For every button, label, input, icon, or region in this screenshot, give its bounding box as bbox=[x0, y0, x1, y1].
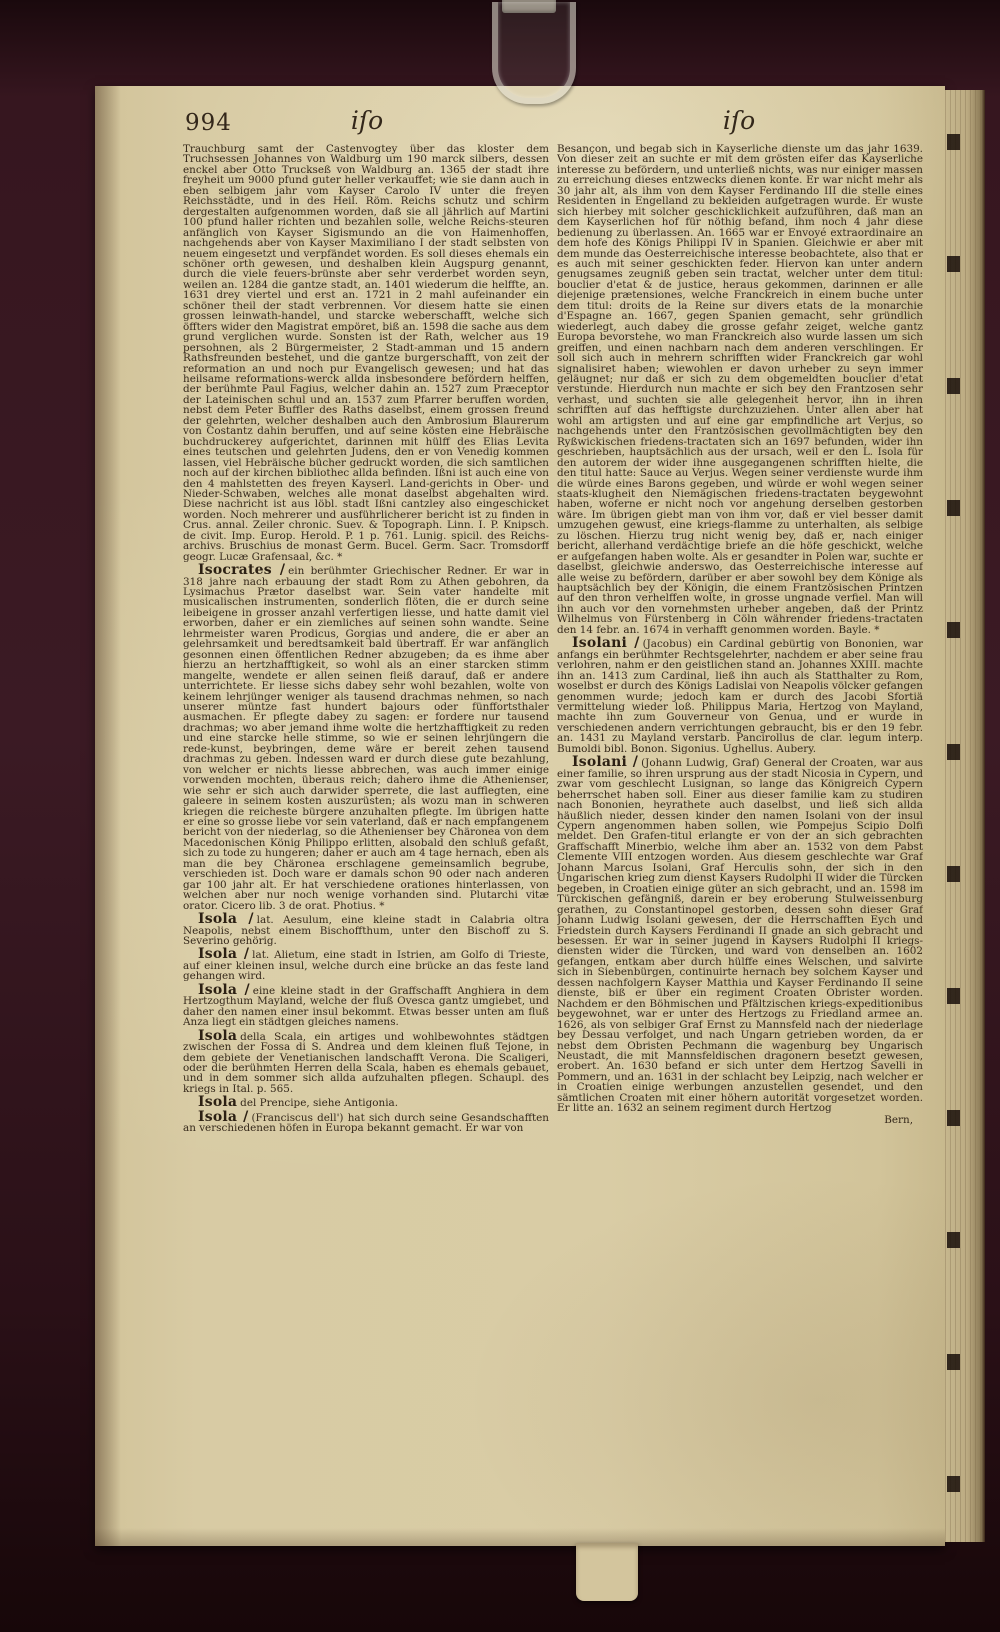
paragraph-text: ein berühmter Griechischer Redner. Er war in 318 jahre nach erbauung der stadt Rom zu Athen gebohren, da Lysimachus Prætor daselbst war. Sein vater handelte mit musicalischen instrumenten, sonderlich flöten, die er durch seine leibeigene in grosser anzahl verfertigen liesse, und hatte damit viel erworben, daher er ein ziemliches auf seinen sohn wandte. Seine lehrmeister waren Prodicus, Gorgias und andere, die er aber an gelehrsamkeit und beredtsamkeit bald übertraff. Er war anfänglich gesonnen einen öffentlichen Redner abzugeben; da es ihme aber hierzu an hertzhafftigkeit, so wohl als an einer starcken stimm mangelte, wendete er allen seinen fleiß darauf, daß er andere unterrichtete. Er liesse sichs dabey sehr wohl bezahlen, wolte von keinem lehrjünger weniger als tausend drachmas nehmen, so nach unserer müntze fast hundert bajours oder fünffortsthaler ausmachen. Er pflegte dabey zu sagen: er fordere nur tausend drachmas; wo aber jemand ihme wolte die hertzhafftigkeit zu reden und eine starcke helle stimme, so wie er seinen lehrjüngern die rede-kunst, beybringen, deme wäre er bereit zehen tausend drachmas zu geben. Indessen ward er durch diese gute bezahlung, von welcher er nichts liesse abbrechen, was auch immer einige vorwenden mochten, überaus reich; dahero ihme die Athenienser, wie sehr er sich auch darwider sperrete, die last aufflegten, eine galeere in seinem kosten auszurüsten; als wozu man in schweren kriegen die reicheste bürgere anzuhalten pflegte. Im übrigen hatte er eine so grosse liebe vor sein vaterland, daß er nach empfangenem bericht von der niederlag, so die Athenienser bey Chäronea von dem Macedonischen König Philippo erlitten, alsobald den schluß gefaßt, sich zu tode zu hungeren; daher er auch am 4 tage hernach, eben als man die bey Chäronea erschlagene gemeinsamlich begrube, verschieden ist. Doch ware er damals schon 90 oder nach anderen gar 100 jahr alt. Er hat verschiedene orationes hinterlassen, von welchen aber nur noch wenige vorhanden sind. Plutarchi vitæ orator. Cicero lib. 3 de orat. Photius. * bbox=[183, 565, 549, 912]
gutter-shadow bbox=[95, 86, 121, 1546]
paragraph-text: (Johann Ludwig, Graf) General der Croaten, war aus einer familie, so ihren ursprung aus der stadt Nicosia in Cypern, und zwar vom geschlecht Lusignan, so lange das Königreich Cypern beherrschet haben soll. Einer aus dieser familie kam zu studiren nach Bononien, heyrathete auch daselbst, und ließ sich allda häußlich nieder, dessen kinder den namen Isolani von der insul Cypern angenommen haben sollen, wie Pompejus Scipio Dolfi meldet. Den Grafen-titul erlangte er von der an sich gebrachten Graffschafft Minerbio, welche ihm aber an. 1532 von dem Pabst Clemente VIII entzogen worden. Aus diesem geschlechte war Graf Johann Marcus Isolani, Graf Herculis sohn, der sich in den Ungarischen krieg zum dienst Kaysers Rudolphi II wider die Türcken begeben, in Croatien einige güter an sich gebracht, und an. 1598 im Türckischen gefängniß, darein er bey eroberung Stulweissenburg gerathen, zu Constantinopel gestorben, dessen sohn dieser Graf Johann Ludwig Isolani gewesen, der die Herrschafften Eych und Friedstein durch Kaysers Ferdinandi II gnade an sich gebracht und besessen. Er war in seiner jugend in Kaysers Rudolphi II kriegs-diensten wider die Türcken, und ward von denselben an. 1602 gefangen, entkam aber durch hülffe eines Welschen, und salvirte sich in Siebenbürgen, continuirte hernach bey solchem Kayser und dessen nachfolgern Kayser Matthia und Kayser Ferdinando II seine dienste, biß er über ein regiment Croaten Obrister worden. Nachdem er den Böhmischen und Pfältzischen kriegs-expeditionibus beygewohnet, war er unter des Hertzogs zu Friedland armee an. 1626, als von selbiger Graf Ernst zu Mannsfeld nach der niederlage bey Dessau verfolget, und nach Ungarn getrieben worden, da er nebst dem Obristen Pechmann die wagenburg bey Ungarisch Neustadt, die mit Mannsfeldischen dragonern besetzt gewesen, erobert. An. 1630 befand er sich unter dem Hertzog Savelli in Pommern, und an. 1631 in der schlacht bey Leipzig, nach welcher er in Croatien einige werbungen anzustellen gesendet, und den sämtlichen Croaten mit einer höhern autorität vorgesetzet worden. Er litte an. 1632 an seinem regiment durch Hertzog bbox=[557, 757, 923, 1115]
entry-isola-del-prencipe bbox=[183, 1094, 549, 1111]
paragraph-text: eine kleine stadt in der Graffschafft Anghiera in dem Hertzogthum Mayland, welche der fluß Ovesca gantz umgiebet, und daher den namen einer insul bekommt. Etwas besser unten am fluß Anza liegt ein städtgen gleiches namens. bbox=[183, 984, 549, 1029]
page-number: 994 bbox=[185, 110, 232, 136]
entry-isola-della-scala bbox=[183, 1027, 549, 1095]
text-column-right bbox=[557, 144, 923, 1492]
catchword: Bern, bbox=[884, 1113, 913, 1126]
entry-headword: Isola / bbox=[198, 911, 254, 928]
entry-headword: Isolani / bbox=[572, 635, 640, 652]
paragraph-text: del Prencipe, siehe Antigonia. bbox=[240, 1097, 399, 1110]
entry-isola-anghiera bbox=[183, 981, 549, 1029]
page-holder-clip bbox=[492, 2, 576, 104]
paragraph-text: lat. Aesulum, eine kleine stadt in Calabria oltra Neapolis, nebst einem Bischoffthum, unter den Bischoff zu S. Severino gehörig. bbox=[183, 914, 549, 947]
entry-isola-alietum bbox=[183, 946, 549, 983]
entry-isolani-johann-ludwig bbox=[557, 754, 923, 1115]
entry-isocrates bbox=[183, 562, 549, 912]
running-head-right: iſo bbox=[722, 106, 756, 135]
paragraph-text: (Jacobus) ein Cardinal gebürtig von Bononien, war anfangs ein berühmter Rechtsgelehrter, nachdem er aber seine frau verlohren, nahm er den geistlichen stand an. Johannes XXIII. machte ihn an. 1413 zum Cardinal, ließ ihn auch als Statthalter zu Rom, woselbst er durch des Königs Ladislai von Neapolis völcker gefangen genommen wurde; jedoch kam er durch des Jacobi Sfortiä vermittelung wieder loß. Philippus Maria, Hertzog von Mayland, machte ihn zum Gouverneur von Genua, und er wurde in verschiedenen andern verrichtungen gebraucht, bis er den 19 febr. an. 1431 zu Mayland verstarb. Pancirollus de clar. legum interp. Bumoldi bibl. Bonon. Sigonius. Ughellus. Aubery. bbox=[557, 638, 923, 755]
paragraph-text: della Scala, ein artiges und wohlbewohntes städtgen zwischen der Fossa di S. Andrea und dem kleinen fluß Tejone, in dem gebiete der Venetianischen landschafft Verona. Die Scaligeri, oder die berühmten Herren della Scala, haben es ehemals gebauet, und in dem sommer sich allda aufzuhalten pflegen. Schaupl. des kriegs in Ital. p. 565. bbox=[183, 1030, 549, 1095]
running-head-left: iſo bbox=[350, 106, 384, 135]
fore-edge-marks bbox=[947, 90, 960, 1542]
entry-headword: Isola / bbox=[198, 946, 250, 963]
text-column-left bbox=[183, 144, 549, 1492]
entry-headword: Isolani / bbox=[572, 754, 639, 771]
entry-headword: Isola / bbox=[198, 981, 250, 998]
entry-isola-franciscus-continuation bbox=[557, 144, 923, 635]
paragraph-text: (Franciscus dell') hat sich durch seine Gesandschafften an verschiedenen höfen in Europa bekannt gemacht. Er war von bbox=[183, 1111, 549, 1135]
book-fore-edge bbox=[945, 90, 985, 1542]
entry-headword: Isocrates / bbox=[198, 562, 286, 579]
entry-isolani-jacobus bbox=[557, 635, 923, 755]
entry-isny-continuation bbox=[183, 144, 549, 562]
entry-isola-aesulum bbox=[183, 911, 549, 947]
entry-headword: Isola bbox=[198, 1094, 238, 1111]
text-area bbox=[183, 144, 923, 1492]
paragraph-text: lat. Alietum, eine stadt in Istrien, am Golfo di Trieste, auf einer kleinen insul, welche durch eine brücke an das feste land gehangen wird. bbox=[183, 949, 549, 983]
entry-headword: Isola / bbox=[198, 1108, 249, 1125]
entry-isola-franciscus bbox=[183, 1108, 549, 1135]
entry-headword: Isola bbox=[198, 1027, 238, 1044]
paragraph-text: Besançon, und begab sich in Kayserliche dienste um das jahr 1639. Von dieser zeit an suchte er mit dem grösten eifer das Kayserliche interesse zu befördern, und unterließ nichts, was nur einiger massen zu erreichung dieses entzwecks dienen konte. Er war nicht mehr als 30 jahr alt, als ihm von dem Kayser Ferdinando III die stelle eines Residenten in Engelland zu bekleiden aufgetragen wurde. Er wuste sich hierbey mit solcher geschicklichkeit aufzuführen, daß man an dem Kayserlichen hof für nöthig befand, ihm noch 4 jahr diese bedienung zu überlassen. An. 1665 war er Envoyé extraordinaire an dem hofe des Königs Philippi IV in Spanien. Gleichwie er aber mit dem munde das Oesterreichische interesse beobachtete, also that er es auch mit seiner geschickten feder. Hiervon kan unter andern genugsames zeugniß geben sein tractat, welcher unter dem titul: bouclier d'etat & de justice, heraus gekommen, darinnen er alle diejenige prætensiones, welche Franckreich in einem buche unter dem titul: droits de la Reine sur divers etats de la monarchie d'Espagne an. 1667, gegen Spanien gemacht, sehr gründlich wiederlegt, auch dabey die grosse gefahr zeiget, welche gantz Europa bevorstehe, wo man Franckreich also wurde lassen um sich greiffen, und einen nachbarn nach dem anderen verschlingen. Er soll sich auch in mehrern schrifften wider Franckreich gar wohl signalisiret haben; wiewohlen er davon urheber zu seyn immer geläugnet; nur daß er sich zu dem obgemeldten bouclier d'etat verstunde. Hierdurch nun machte er sich bey den Frantzosen sehr verhast, und suchten sie alle gelegenheit hervor, ihn in ihren schrifften auf das hefftigste durchzuziehen. Unter allen aber hat wohl am artigsten und auf eine gar empfindliche art Verjus, so nachgehends unter den Frantzösischen gevollmächtigten bey den Ryßwickischen friedens-tractaten sich an 1697 befunden, wider ihn geschrieben, hauptsächlich aus der ursach, weil er den L. Isola für den autorem der wider ihne ausgegangenen schrifften hielte, die den titul hatte: Sauce au Verjus. Wegen seiner verdienste wurde ihm die würde eines Barons gegeben, und würde er wohl wegen seiner staats-klugheit den Niemägischen friedens-tractaten beygewohnt haben, woferne er nicht noch vor angehung derselben gestorben wäre. Im übrigen giebt man von ihm vor, daß er viel besser damit umzugehen gewust, eine kriegs-flamme zu unterhalten, als selbige zu löschen. Hierzu trug nicht wenig bey, daß er, nach einiger bericht, allerhand verdächtige briefe an die höfe geschickt, welche er aufgefangen haben wolte. Als er gesandter in Polen war, suchte er daselbst, gleichwie anderswo, das Oesterreichische interesse auf alle weise zu befördern, darüber er aber sowohl bey dem Könige als hauptsächlich bey der Königin, die einem Frantzösischen Printzen auf den thron verhelffen wolte, in grosse ungnade verfiel. Man will ihn auch vor den vornehmsten urheber angeben, daß der Printz Wilhelmus von Fürstenberg in Cöln währender friedens-tractaten den 14 febr. an. 1674 in verhafft genommen worden. Bayle. * bbox=[557, 144, 923, 636]
page-paper bbox=[95, 86, 945, 1546]
paragraph-text: Trauchburg samt der Castenvogtey über das kloster dem Truchsessen Johannes von Waldburg um 190 marck silbers, dessen enckel aber Otto Truckseß von Waldburg an. 1365 der stadt ihre freyheit um 9000 pfund guter heller verkauffet; wie sie dann auch in eben selbigem jahr vom Kayser Carolo IV unter die freyen Reichsstädte, und in des Heil. Röm. Reichs schutz und schirm dergestalten aufgenommen worden, daß sie all jährlich auf Martini 100 pfund haller richten und bezahlen solle, welche Reichs-steuren anfänglich von Kayser Sigismundo an die von Haimenhoffen, nachgehends aber von Kayser Maximiliano I der stadt selbsten von neuem eingesetzt und verpfändet worden. Es soll dieses ehemals ein schöner orth gewesen, und deshalben klein Augspurg genannt, durch die viele feuers-brünste aber sehr verderbet worden seyn, weilen an. 1284 die gantze stadt, an. 1401 wiederum die helffte, an. 1631 drey viertel und erst an. 1721 in 2 mahl aufeinander ein schöner theil der stadt verbrennen. Vor diesem hatte sie einen grossen leinwath-handel, und starcke weberschafft, welche sich öffters wider den Magistrat empöret, biß an. 1598 die sache aus dem grund verglichen wurde. Sonsten ist der Rath, welcher aus 19 persohnen, als 2 Bürgermeister, 2 Stadt-amman und 15 andern Rathsfreunden bestehet, und die gantze burgerschafft, von zeit der reformation an und noch pur Evangelisch gewesen; und hat das heilsame reformations-werck allda insbesondere befördern helffen, der berühmte Paul Fagius, welcher dahin an. 1527 zum Præceptor der Lateinischen schul und an. 1537 zum Pfarrer beruffen worden, nebst dem Peter Buffler des Raths daselbst, einem grossen freund der gelehrten, welcher deshalben auch den Ambrosium Blaurerum von Costantz dahin beruffen, und auf seine kösten eine Hebräische buchdruckerey aufgerichtet, darinnen mit hülff des Elias Levita eines teutschen und gelehrten Judens, den er von Venedig kommen lassen, viel Hebräische bücher gedruckt worden, die sich samtlichen noch auf der kirchen bibliothec allda befinden. Ißni ist auch eine von den 4 mahlstetten des freyen Kayserl. Land-gerichts in Ober- und Nieder-Schwaben, welches alle monat daselbst abgehalten wird. Diese nachricht ist aus löbl. stadt Ißni cantzley also eingeschicket worden. Noch mehrerer und ausführlicherer bericht ist zu finden in Crus. annal. Zeiler chronic. Suev. & Topograph. Linn. I. P. Knipsch. de civit. Imp. Europ. Herold. P. 1 p. 761. Lunig. spicil. des Reichs-archivs. Bruschius de monast Germ. Bucel. Germ. Sacr. Tromsdorff geogr. Lucæ Grafensaal, &c. * bbox=[183, 144, 549, 563]
bottom-mount-tab bbox=[576, 1543, 638, 1601]
page-bottom-shadow bbox=[95, 1528, 945, 1546]
